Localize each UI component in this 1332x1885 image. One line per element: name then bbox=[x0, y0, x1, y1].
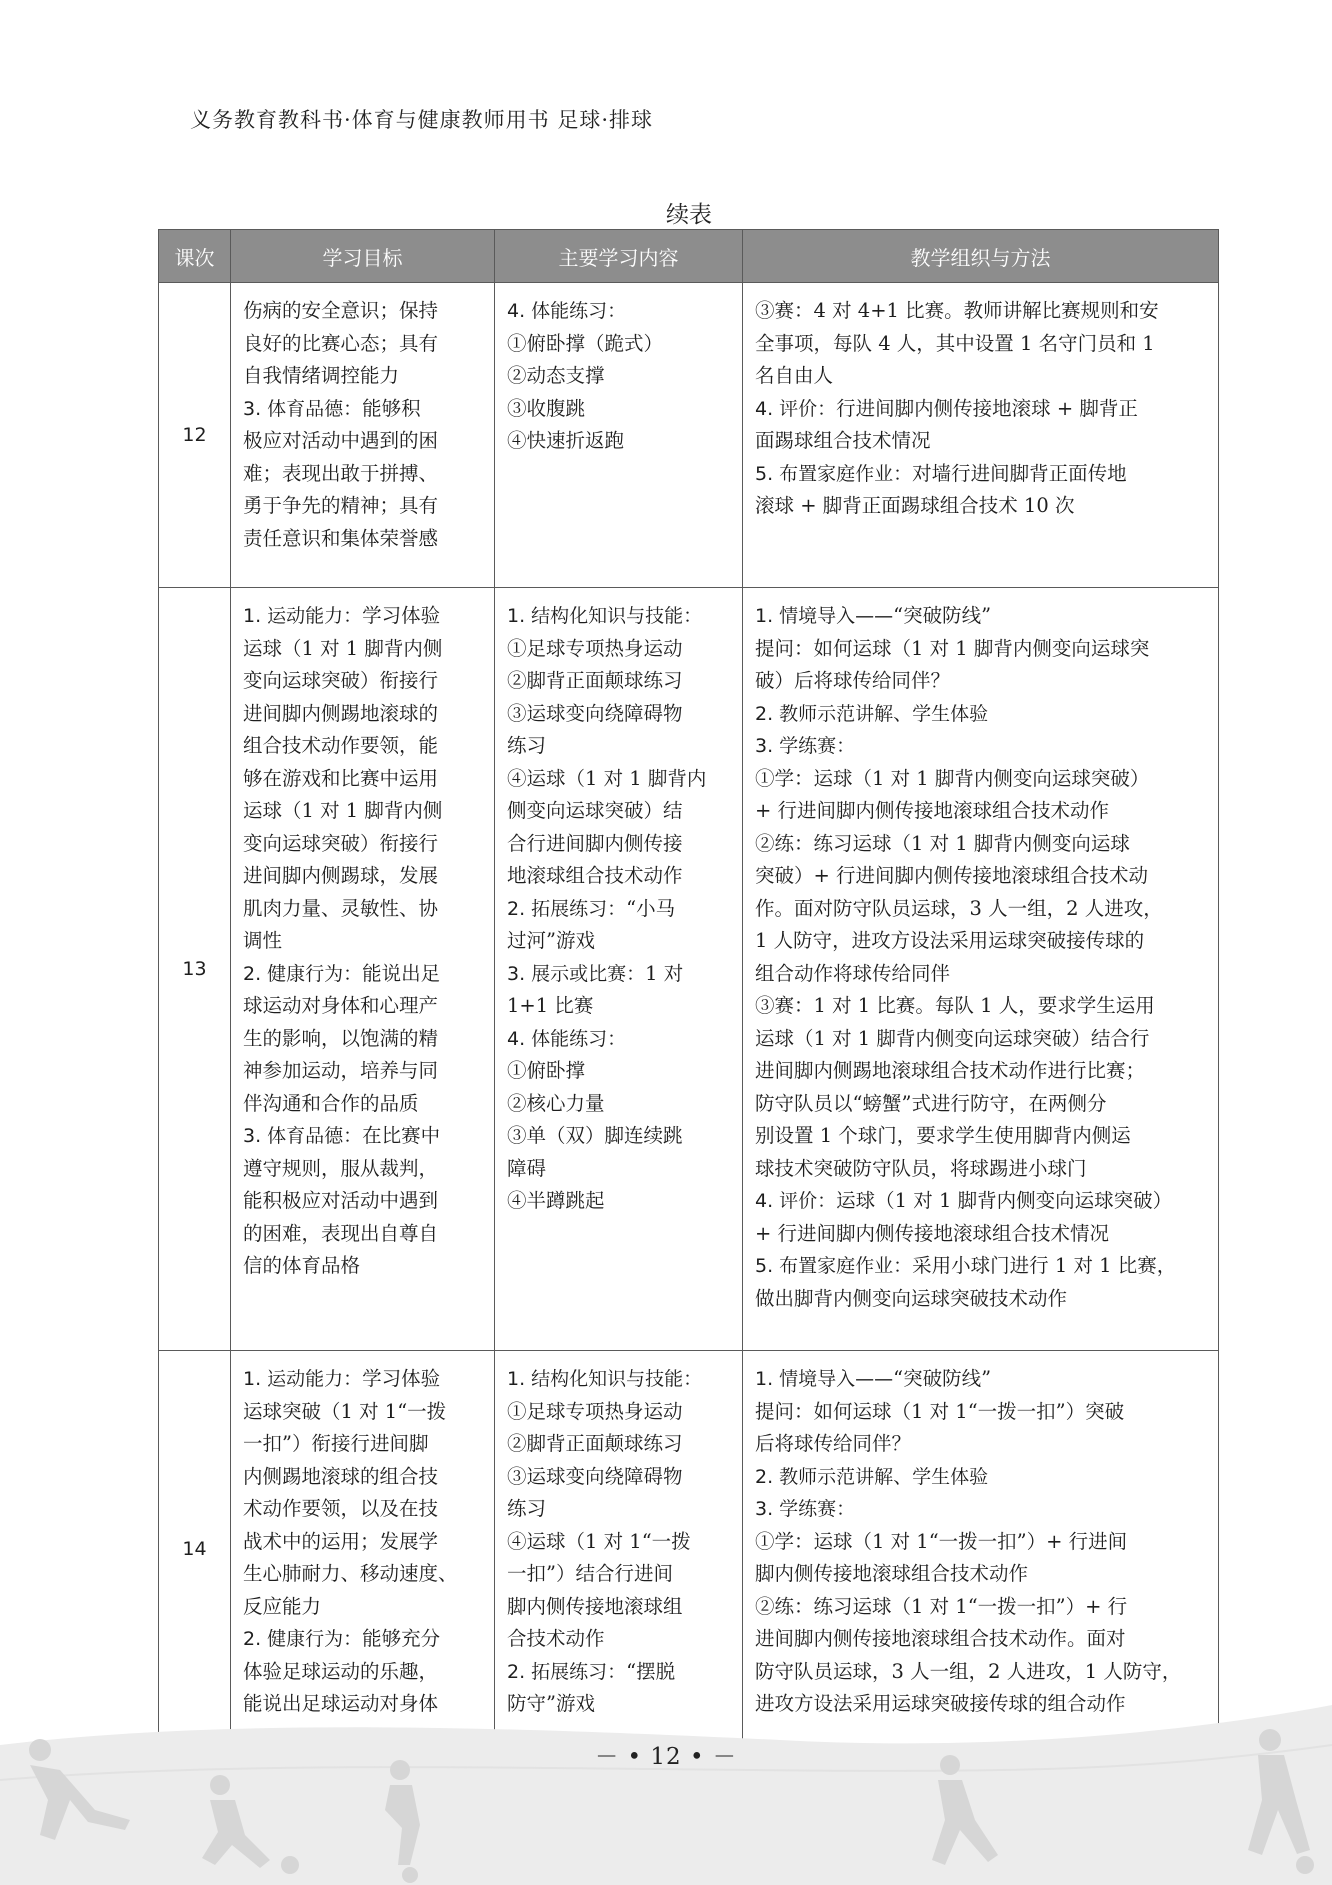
cell-line: 伤病的安全意识；保持 bbox=[243, 299, 439, 322]
cell-line: ③单（双）脚连续跳 bbox=[507, 1124, 683, 1147]
header-content: 主要学习内容 bbox=[495, 230, 743, 283]
cell-line: 能积极应对活动中遇到 bbox=[243, 1189, 439, 1212]
section-heading: 3. 体育品德： bbox=[243, 1125, 363, 1147]
cell-line: 练习 bbox=[507, 1497, 547, 1520]
section-heading: 2. 教师示范讲解、学生体验 bbox=[755, 1465, 989, 1488]
cell-line bbox=[243, 1120, 485, 1153]
lesson-plan-table bbox=[158, 229, 1219, 1748]
cell-line: ③赛：1 对 1 比赛。每队 1 人，要求学生运用 bbox=[755, 994, 1155, 1017]
section-heading: 1. 情境导入—— bbox=[755, 1368, 894, 1390]
cell-line: 信的体育品格 bbox=[243, 1254, 361, 1277]
cell-line bbox=[755, 458, 1209, 491]
objectives-cell bbox=[231, 283, 495, 588]
cell-line: ①足球专项热身运动 bbox=[507, 636, 683, 660]
cell-line: 地滚球组合技术动作 bbox=[507, 864, 683, 887]
cell-line: 组合动作将球传给同伴 bbox=[755, 961, 951, 985]
cell-line: ②练：练习运球（1 对 1“一拨一扣”）+ 行 bbox=[755, 1594, 1128, 1618]
cell-line: 勇于争先的精神；具有 bbox=[243, 494, 439, 517]
cell-line: 进间脚内侧传接地滚球组合技术动作。面对 bbox=[755, 1627, 1126, 1650]
section-text: “突破防线” bbox=[893, 1367, 992, 1390]
section-text: 能够积 bbox=[362, 396, 421, 420]
cell-line: ①足球专项热身运动 bbox=[507, 1399, 683, 1423]
cell-line: 组合技术动作要领，能 bbox=[243, 734, 439, 757]
cell-line bbox=[507, 893, 733, 926]
cell-line: 名自由人 bbox=[755, 364, 834, 387]
cell-line bbox=[507, 1023, 733, 1056]
section-heading: 1. 情境导入—— bbox=[755, 605, 894, 627]
cell-line: 练习 bbox=[507, 734, 547, 757]
section-heading: 2. 拓展练习： bbox=[507, 1660, 627, 1683]
lesson-number: 14 bbox=[159, 1351, 231, 1748]
section-heading: 4. 评价： bbox=[755, 1190, 837, 1212]
section-heading: 2. 教师示范讲解、学生体验 bbox=[755, 702, 989, 725]
cell-line: 防守队员以“螃蟹”式进行防守，在两侧分 bbox=[755, 1091, 1107, 1115]
section-text: 采用小球门进行 1 对 1 比赛， bbox=[912, 1254, 1177, 1277]
cell-line: 面踢球组合技术情况 bbox=[755, 429, 931, 452]
cell-line bbox=[755, 1461, 1209, 1494]
cell-line: 自我情绪调控能力 bbox=[243, 364, 400, 387]
cell-line: 良好的比赛心态；具有 bbox=[243, 331, 439, 355]
section-text: “摆脱 bbox=[626, 1659, 676, 1683]
cell-line: 极应对活动中遇到的困 bbox=[243, 429, 439, 452]
content-cell bbox=[495, 588, 743, 1351]
section-heading: 1. 结构化知识与技能： bbox=[507, 1368, 703, 1390]
cell-line: 生心肺耐力、移动速度、 bbox=[243, 1562, 458, 1585]
table-row bbox=[159, 283, 1219, 588]
table-header-row bbox=[159, 230, 1219, 283]
cell-line: ①学：运球（1 对 1“一拨一扣”）+ 行进间 bbox=[755, 1529, 1128, 1553]
cell-line: ④运球（1 对 1 脚背内 bbox=[507, 766, 707, 790]
section-heading: 5. 布置家庭作业： bbox=[755, 462, 913, 485]
table-row bbox=[159, 588, 1219, 1351]
section-heading: 1. 运动能力： bbox=[243, 605, 363, 627]
section-heading: 1. 运动能力： bbox=[243, 1368, 363, 1390]
cell-line: 一扣”）衔接行进间脚 bbox=[243, 1432, 429, 1455]
cell-line: 突破）+ 行进间脚内侧传接地滚球组合技术动 bbox=[755, 864, 1149, 887]
section-text: 1 对 bbox=[645, 961, 684, 985]
section-text: 对墙行进间脚背正面传地 bbox=[912, 461, 1127, 485]
cell-line bbox=[755, 1493, 1209, 1526]
cell-line: 球技术突破防守队员，将球踢进小球门 bbox=[755, 1156, 1087, 1180]
cell-line bbox=[755, 1185, 1209, 1218]
cell-line: ④半蹲跳起 bbox=[507, 1189, 605, 1212]
cell-line: 伴沟通和合作的品质 bbox=[243, 1091, 419, 1115]
section-text: “突破防线” bbox=[893, 604, 992, 627]
section-heading: 3. 学练赛： bbox=[755, 1498, 856, 1520]
cell-line: 内侧踢地滚球的组合技 bbox=[243, 1464, 439, 1488]
section-text: 能够充分 bbox=[362, 1627, 441, 1650]
cell-line bbox=[755, 1363, 1209, 1396]
cell-line: 够在游戏和比赛中运用 bbox=[243, 766, 439, 790]
cell-line: 进间脚内侧踢球，发展 bbox=[243, 864, 439, 887]
cell-line: 1+1 比赛 bbox=[507, 994, 594, 1017]
cell-line: 别设置 1 个球门，要求学生使用脚背内侧运 bbox=[755, 1124, 1131, 1147]
cell-line bbox=[507, 958, 733, 991]
cell-line bbox=[507, 600, 733, 633]
cell-line: ③运球变向绕障碍物 bbox=[507, 1464, 683, 1488]
cell-line bbox=[243, 393, 485, 426]
cell-line: 变向运球突破）衔接行 bbox=[243, 669, 439, 692]
cell-line: ②脚背正面颠球练习 bbox=[507, 669, 683, 692]
cell-line: 一扣”）结合行进间 bbox=[507, 1562, 673, 1585]
cell-line: ④快速折返跑 bbox=[507, 429, 625, 452]
cell-line bbox=[755, 600, 1209, 633]
section-heading: 3. 体育品德： bbox=[243, 397, 363, 420]
cell-line: ③运球变向绕障碍物 bbox=[507, 701, 683, 725]
cell-line: 体验足球运动的乐趣， bbox=[243, 1659, 439, 1683]
cell-line bbox=[243, 1623, 485, 1656]
header-objectives: 学习目标 bbox=[231, 230, 495, 283]
cell-line: 提问：如何运球（1 对 1“一拨一扣”）突破 bbox=[755, 1399, 1125, 1423]
methods-cell bbox=[743, 283, 1219, 588]
cell-line: 合行进间脚内侧传接 bbox=[507, 831, 683, 855]
cell-line: 能说出足球运动对身体 bbox=[243, 1692, 439, 1715]
cell-line: 运球（1 对 1 脚背内侧 bbox=[243, 636, 443, 660]
section-heading: 4. 体能练习： bbox=[507, 300, 627, 322]
cell-line: ②核心力量 bbox=[507, 1091, 605, 1115]
cell-line bbox=[243, 600, 485, 633]
section-text: 学习体验 bbox=[362, 1367, 441, 1390]
cell-line: 运球突破（1 对 1“一拨 bbox=[243, 1399, 447, 1423]
table-caption: 续表 bbox=[666, 202, 712, 228]
cell-line: 球运动对身体和心理产 bbox=[243, 994, 439, 1017]
cell-line: 过河”游戏 bbox=[507, 929, 595, 952]
cell-line: 滚球 + 脚背正面踢球组合技术 10 次 bbox=[755, 494, 1075, 517]
cell-line: ①学：运球（1 对 1 脚背内侧变向运球突破） bbox=[755, 766, 1150, 790]
section-text: 运球（1 对 1 脚背内侧变向运球突破） bbox=[836, 1189, 1173, 1212]
cell-line: 做出脚背内侧变向运球突破技术动作 bbox=[755, 1286, 1068, 1310]
running-header: 义务教育教科书·体育与健康教师用书 足球·排球 bbox=[190, 108, 654, 132]
cell-line: ④运球（1 对 1“一拨 bbox=[507, 1529, 691, 1553]
lesson-number: 12 bbox=[159, 283, 231, 588]
cell-line: 运球（1 对 1 脚背内侧 bbox=[243, 799, 443, 822]
cell-line: 全事项，每队 4 人，其中设置 1 名守门员和 1 bbox=[755, 331, 1155, 355]
section-heading: 3. 学练赛： bbox=[755, 735, 856, 757]
section-heading: 2. 健康行为： bbox=[243, 962, 363, 985]
section-heading: 4. 评价： bbox=[755, 397, 837, 420]
objectives-cell bbox=[231, 588, 495, 1351]
section-heading: 1. 结构化知识与技能： bbox=[507, 605, 703, 627]
football-silhouettes-decoration bbox=[0, 1660, 1332, 1885]
cell-line bbox=[755, 698, 1209, 731]
cell-line: 1 人防守，进攻方设法采用运球突破接传球的 bbox=[755, 929, 1145, 952]
cell-line bbox=[755, 730, 1209, 763]
section-heading: 2. 拓展练习： bbox=[507, 897, 627, 920]
cell-line: 进间脚内侧踢地滚球组合技术动作进行比赛； bbox=[755, 1059, 1146, 1082]
cell-line: 神参加运动，培养与同 bbox=[243, 1059, 439, 1082]
cell-line: 肌肉力量、灵敏性、协 bbox=[243, 896, 439, 920]
cell-line bbox=[507, 295, 733, 328]
section-text: 行进间脚内侧传接地滚球 + 脚背正 bbox=[836, 396, 1138, 420]
cell-line: ②动态支撑 bbox=[507, 364, 605, 387]
cell-line: 责任意识和集体荣誉感 bbox=[243, 526, 439, 550]
cell-line: 遵守规则，服从裁判， bbox=[243, 1156, 439, 1180]
cell-line: 侧变向运球突破）结 bbox=[507, 799, 683, 822]
cell-line: ③收腹跳 bbox=[507, 396, 586, 420]
cell-line: 破）后将球传给同伴？ bbox=[755, 669, 951, 692]
cell-line: ②脚背正面颠球练习 bbox=[507, 1432, 683, 1455]
section-heading: 2. 健康行为： bbox=[243, 1628, 363, 1650]
cell-line: 变向运球突破）衔接行 bbox=[243, 831, 439, 855]
section-text: “小马 bbox=[626, 896, 676, 920]
cell-line: ①俯卧撑 bbox=[507, 1059, 586, 1082]
methods-cell bbox=[743, 588, 1219, 1351]
cell-line: ①俯卧撑（跪式） bbox=[507, 331, 664, 355]
section-text: 在比赛中 bbox=[362, 1124, 441, 1147]
cell-line: 障碍 bbox=[507, 1156, 547, 1180]
cell-line: 脚内侧传接地滚球组 bbox=[507, 1594, 683, 1618]
cell-line: 调性 bbox=[243, 929, 283, 952]
cell-line: 合技术动作 bbox=[507, 1627, 605, 1650]
cell-line: + 行进间脚内侧传接地滚球组合技术情况 bbox=[755, 1221, 1110, 1245]
cell-line bbox=[507, 1363, 733, 1396]
cell-line: ③赛：4 对 4+1 比赛。教师讲解比赛规则和安 bbox=[755, 299, 1159, 322]
cell-line: 提问：如何运球（1 对 1 脚背内侧变向运球突 bbox=[755, 636, 1150, 660]
cell-line: 运球（1 对 1 脚背内侧变向运球突破）结合行 bbox=[755, 1026, 1150, 1050]
cell-line: 脚内侧传接地滚球组合技术动作 bbox=[755, 1562, 1029, 1585]
cell-line: 反应能力 bbox=[243, 1594, 322, 1618]
cell-line bbox=[755, 393, 1209, 426]
cell-line: 进间脚内侧踢地滚球的 bbox=[243, 701, 439, 725]
section-heading: 3. 展示或比赛： bbox=[507, 962, 646, 985]
cell-line: + 行进间脚内侧传接地滚球组合技术动作 bbox=[755, 799, 1110, 822]
cell-line bbox=[243, 1363, 485, 1396]
header-methods: 教学组织与方法 bbox=[743, 230, 1219, 283]
cell-line: 难；表现出敢于拼搏、 bbox=[243, 461, 439, 485]
cell-line: 生的影响，以饱满的精 bbox=[243, 1026, 439, 1050]
section-heading: 4. 体能练习： bbox=[507, 1027, 627, 1050]
cell-line: ②练：练习运球（1 对 1 脚背内侧变向运球 bbox=[755, 831, 1130, 855]
cell-line: 后将球传给同伴？ bbox=[755, 1432, 912, 1455]
section-heading: 5. 布置家庭作业： bbox=[755, 1255, 913, 1277]
content-cell bbox=[495, 283, 743, 588]
section-text: 学习体验 bbox=[362, 604, 441, 627]
cell-line bbox=[243, 958, 485, 991]
cell-line: 战术中的运用；发展学 bbox=[243, 1529, 439, 1553]
cell-line: 防守”游戏 bbox=[507, 1692, 595, 1715]
cell-line: 进攻方设法采用运球突破接传球的组合动作 bbox=[755, 1692, 1126, 1715]
cell-line: 的困难，表现出自尊自 bbox=[243, 1221, 439, 1245]
cell-line bbox=[755, 1250, 1209, 1283]
cell-line: 术动作要领，以及在技 bbox=[243, 1497, 439, 1520]
cell-line: 防守队员运球，3 人一组，2 人进攻，1 人防守， bbox=[755, 1659, 1182, 1683]
header-lesson: 课次 bbox=[159, 230, 231, 283]
section-text: 能说出足 bbox=[362, 961, 441, 985]
cell-line: 作。面对防守队员运球，3 人一组，2 人进攻， bbox=[755, 896, 1163, 920]
lesson-number: 13 bbox=[159, 588, 231, 1351]
page-number: － • 12 • － bbox=[595, 1744, 737, 1770]
